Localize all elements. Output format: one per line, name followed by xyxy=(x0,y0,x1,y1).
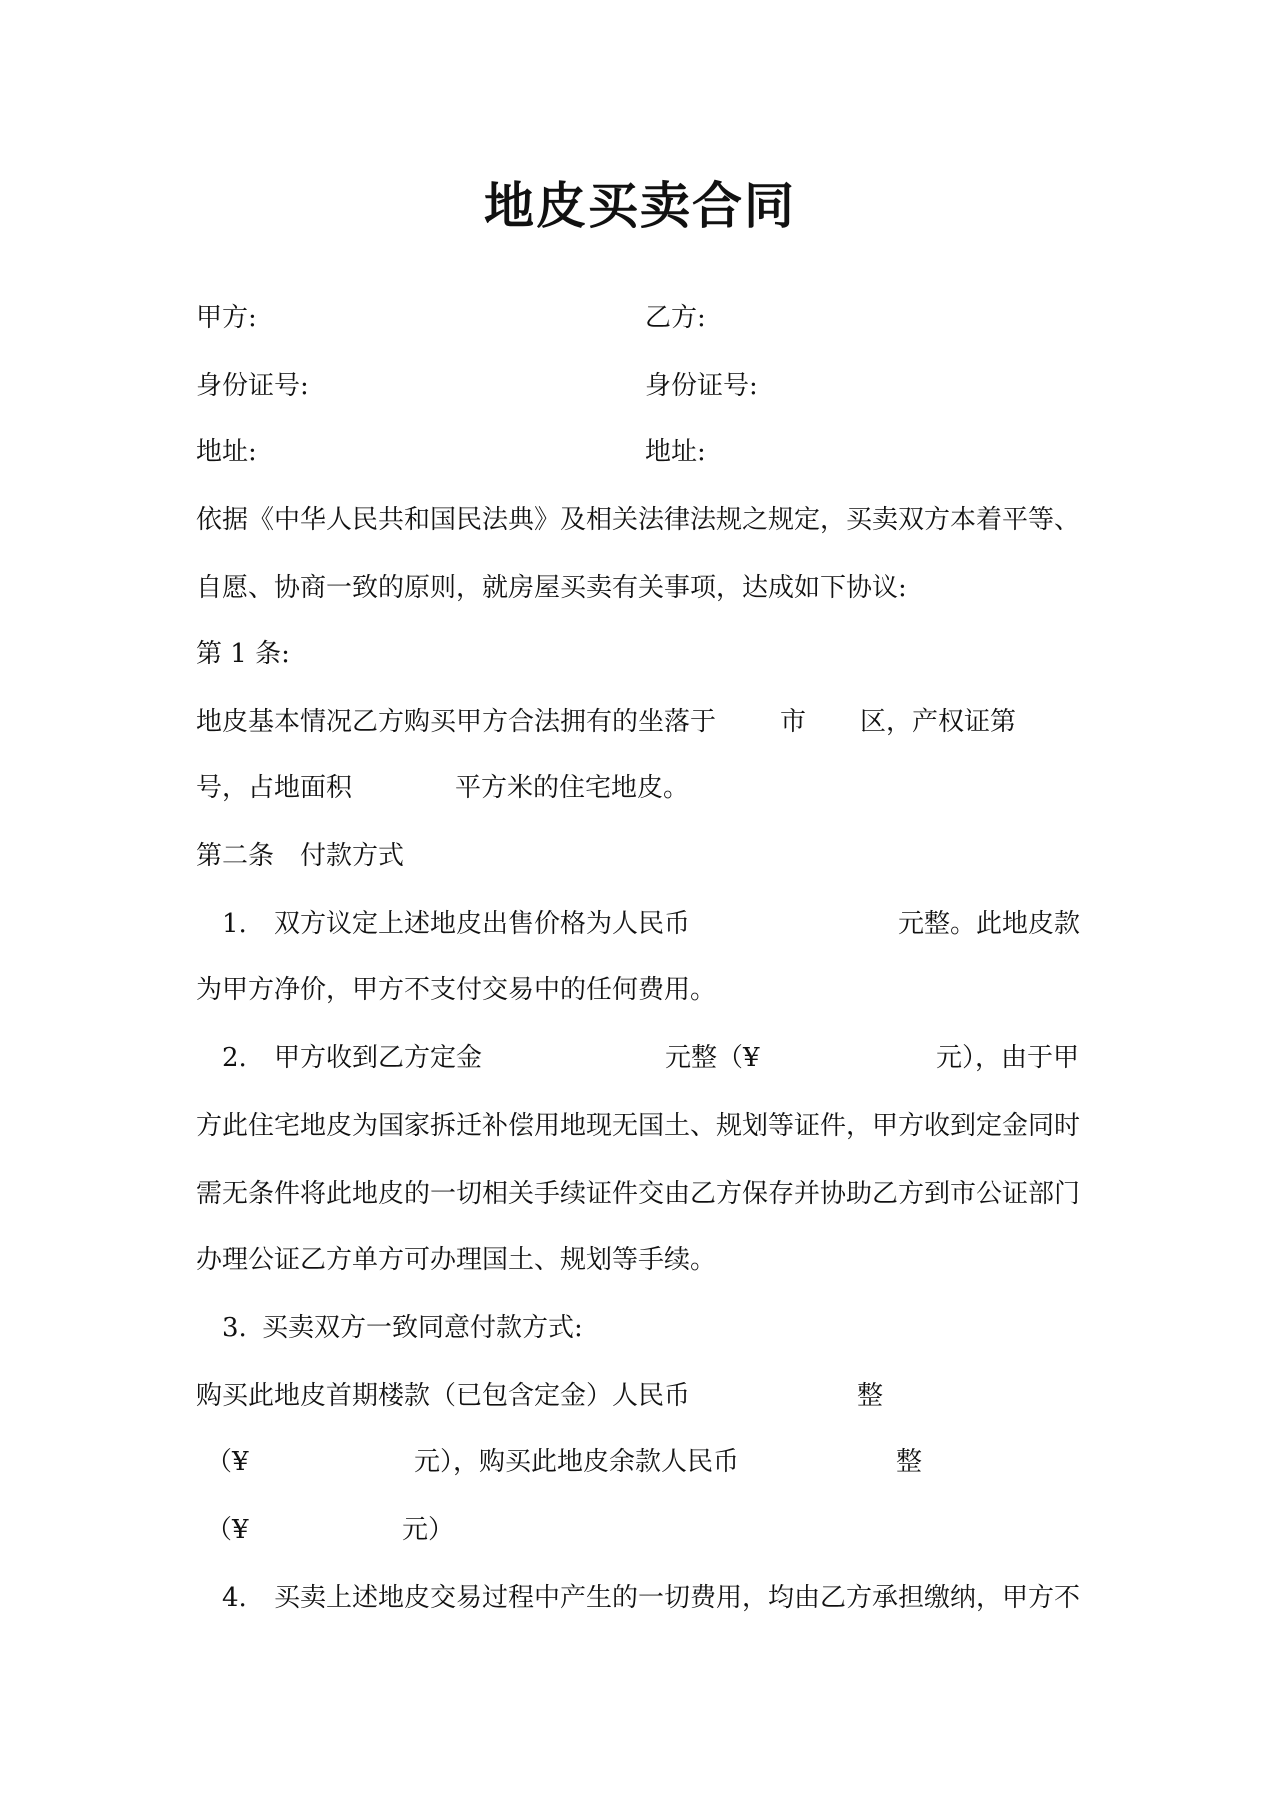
item-3-line-3b: 元），购买此地皮余款人民币 xyxy=(414,1447,740,1477)
party-b-address-label: 地址: xyxy=(645,437,706,467)
item-1-number: 1. xyxy=(222,909,247,939)
item-3-line-3a: （¥ xyxy=(206,1447,249,1477)
item-2-line-4: 办理公证乙方单方可办理国土、规划等手续。 xyxy=(196,1245,717,1275)
party-a-label: 甲方: xyxy=(196,303,257,333)
item-3-line-3c: 整 xyxy=(896,1447,923,1477)
article-1-line-2a: 号，占地面积 xyxy=(196,773,353,803)
item-2-line-1b: 元整（¥ xyxy=(665,1043,760,1073)
item-4-number: 4. xyxy=(222,1583,247,1613)
item-1-line-1b: 元整。此地皮款 xyxy=(898,909,1081,939)
item-2-line-2: 方此住宅地皮为国家拆迁补偿用地现无国土、规划等证件，甲方收到定金同时 xyxy=(196,1111,1081,1141)
article-1-line-2b: 平方米的住宅地皮。 xyxy=(455,773,690,803)
item-3-line-4a: （¥ xyxy=(206,1515,249,1545)
article-1-line-1a: 地皮基本情况乙方购买甲方合法拥有的坐落于 xyxy=(196,707,717,737)
item-3-line-4b: 元） xyxy=(402,1515,455,1545)
item-4-line-1: 买卖上述地皮交易过程中产生的一切费用，均由乙方承担缴纳，甲方不 xyxy=(274,1583,1081,1613)
article-1-city: 市 xyxy=(780,707,807,737)
item-3-line-2a: 购买此地皮首期楼款（已包含定金）人民币 xyxy=(196,1381,691,1411)
item-3-number: 3. xyxy=(222,1313,247,1343)
item-1-line-1a: 双方议定上述地皮出售价格为人民币 xyxy=(274,909,691,939)
party-b-id-label: 身份证号: xyxy=(645,371,758,401)
article-2-heading: 第二条 付款方式 xyxy=(196,841,405,871)
article-1-district: 区，产权证第 xyxy=(860,707,1017,737)
intro-line-1: 依据《中华人民共和国民法典》及相关法律法规之规定，买卖双方本着平等、 xyxy=(196,505,1081,535)
item-2-line-3: 需无条件将此地皮的一切相关手续证件交由乙方保存并协助乙方到市公证部门 xyxy=(196,1179,1081,1209)
item-2-number: 2. xyxy=(222,1043,247,1073)
intro-line-2: 自愿、协商一致的原则，就房屋买卖有关事项，达成如下协议: xyxy=(196,573,907,603)
party-a-id-label: 身份证号: xyxy=(196,371,309,401)
item-3-line-2b: 整 xyxy=(857,1381,884,1411)
document-title: 地皮买卖合同 xyxy=(484,176,796,235)
party-a-address-label: 地址: xyxy=(196,437,257,467)
item-2-line-1c: 元），由于甲 xyxy=(936,1043,1080,1073)
party-b-label: 乙方: xyxy=(645,303,706,333)
item-3-line-1: 买卖双方一致同意付款方式: xyxy=(262,1313,583,1343)
item-1-line-2: 为甲方净价，甲方不支付交易中的任何费用。 xyxy=(196,975,717,1005)
article-1-heading: 第 1 条: xyxy=(196,639,290,669)
item-2-line-1a: 甲方收到乙方定金 xyxy=(274,1043,483,1073)
